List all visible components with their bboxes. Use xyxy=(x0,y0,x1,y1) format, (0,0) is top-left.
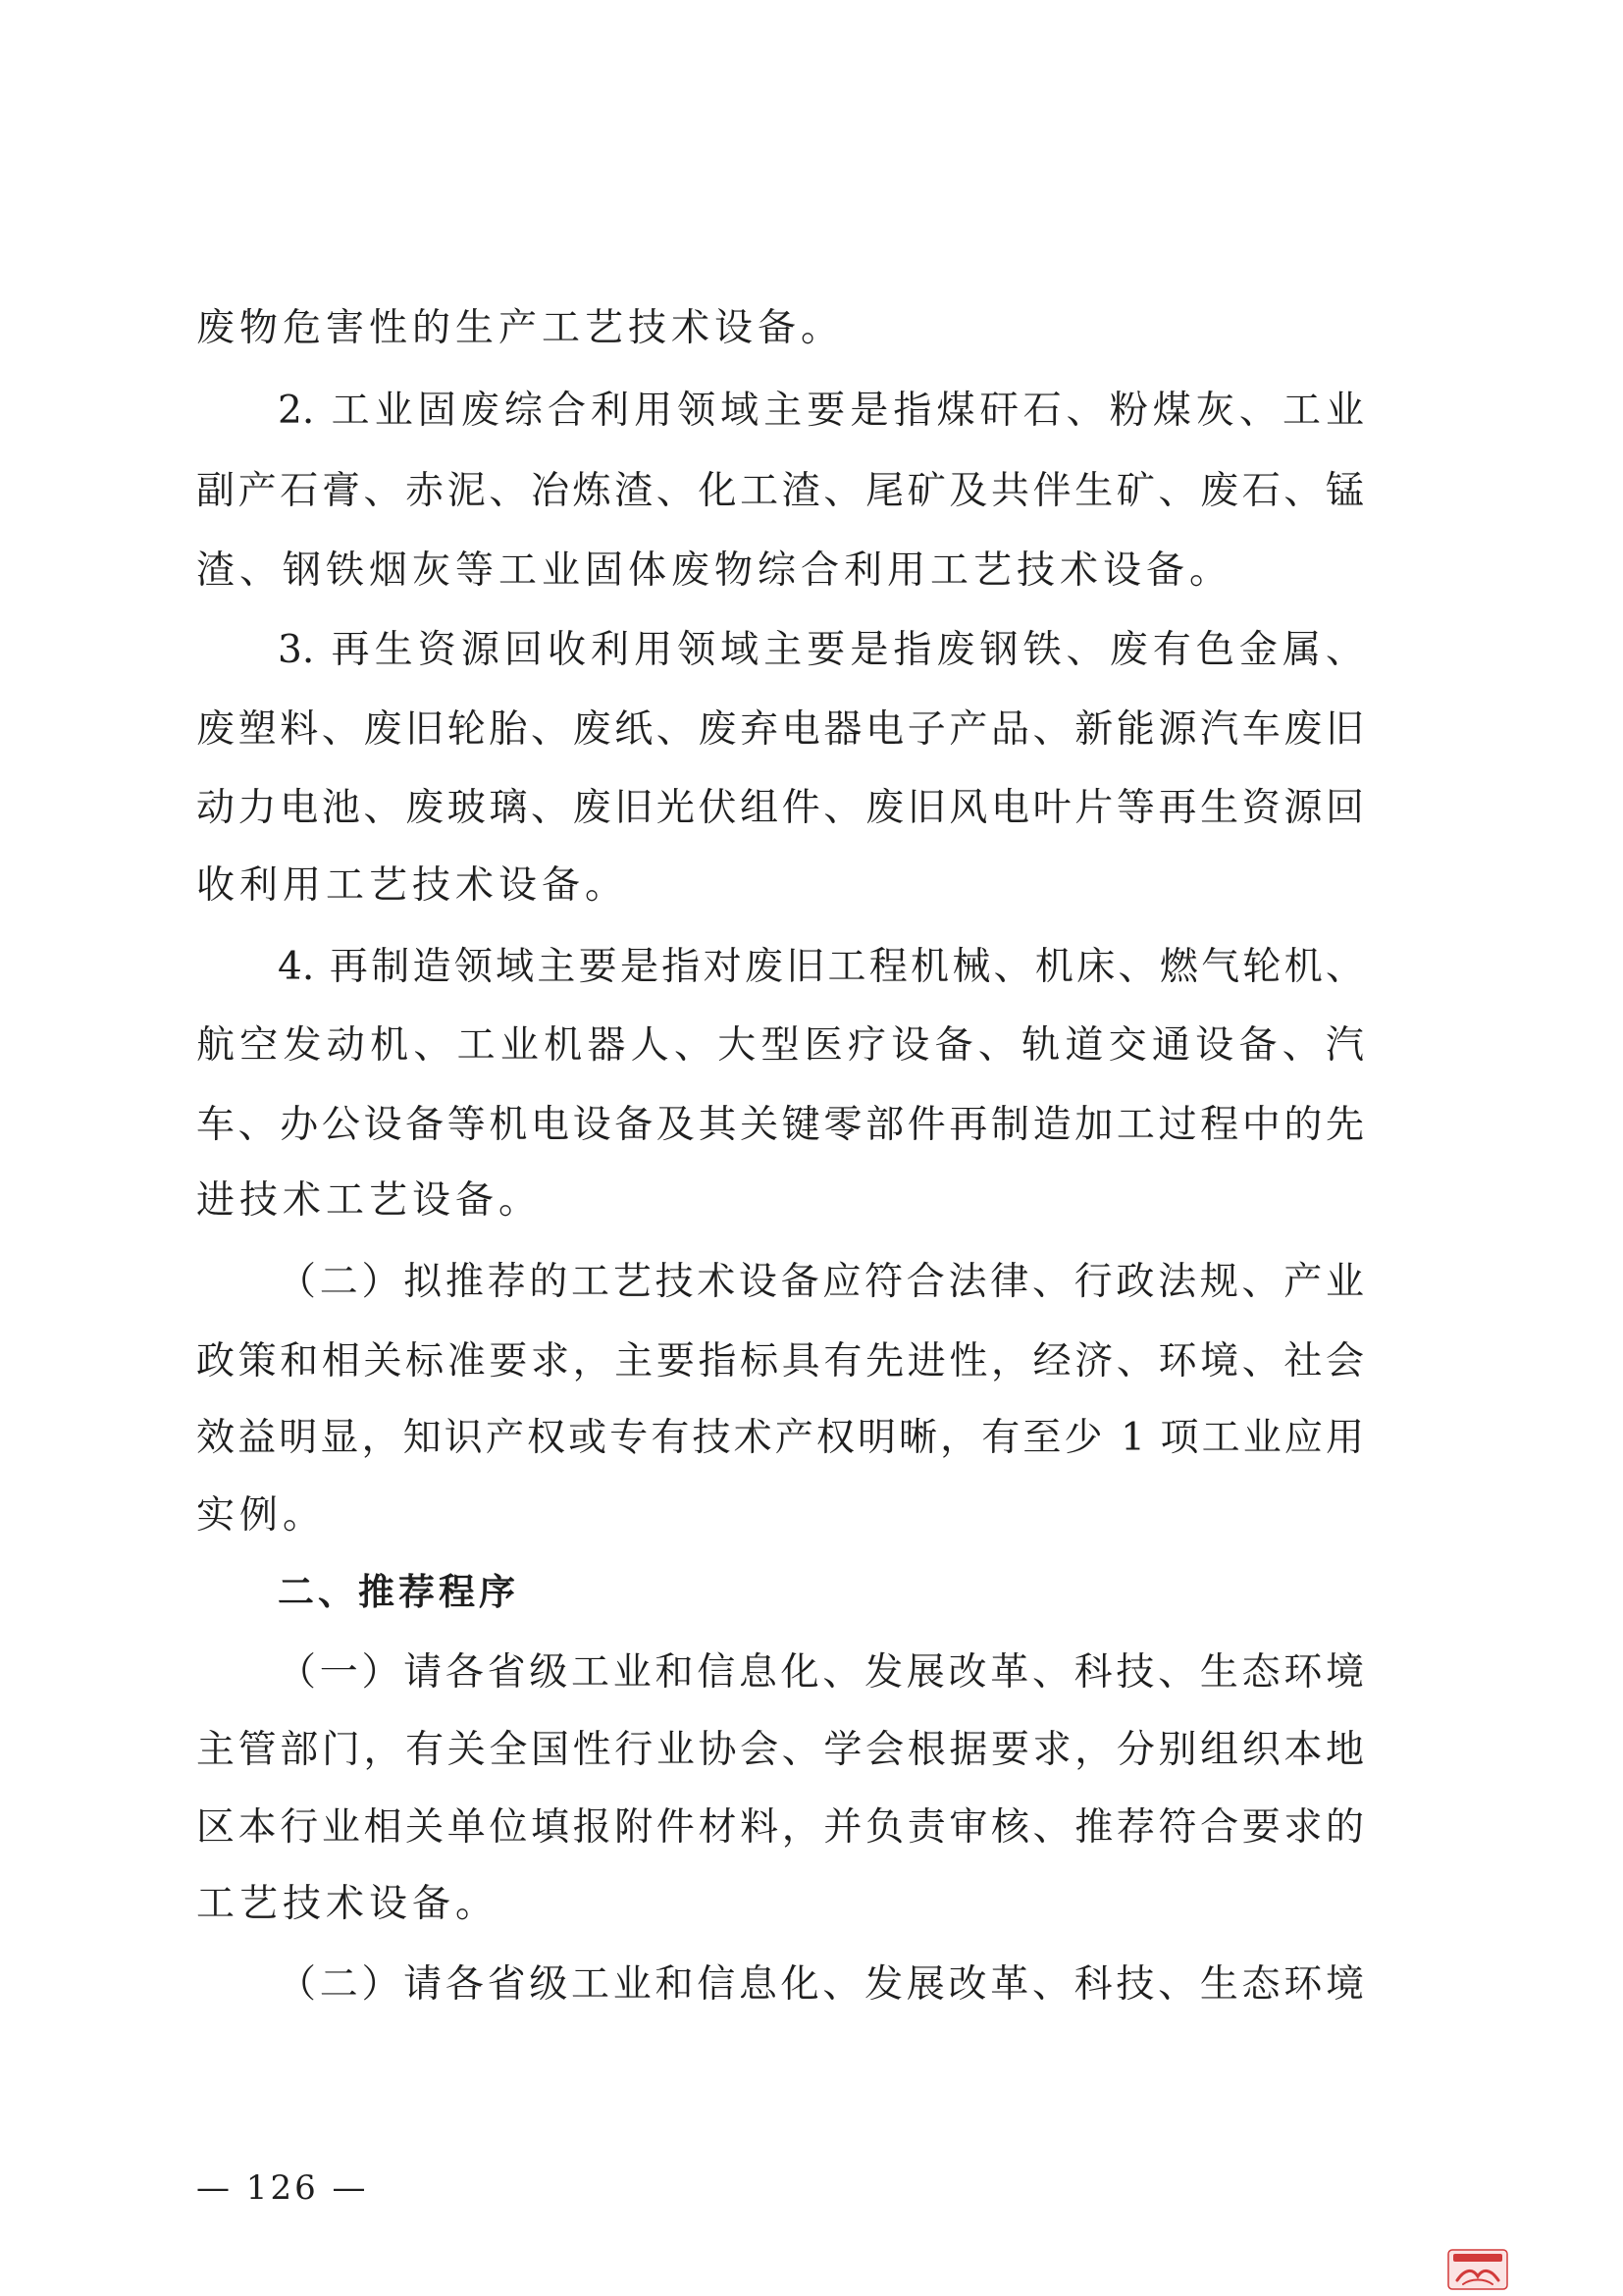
text-line: （二）拟推荐的工艺技术设备应符合法律、行政法规、产业 xyxy=(278,1260,1364,1304)
text-line: 收利用工艺技术设备。 xyxy=(196,863,629,908)
page-number: — 126 — xyxy=(196,2168,369,2208)
text-line: 2. 工业固废综合利用领域主要是指煤矸石、粉煤灰、工业 xyxy=(278,389,1364,433)
text-line: 区本行业相关单位填报附件材料，并负责审核、推荐符合要求的 xyxy=(196,1805,1364,1850)
text-line: （二）请各省级工业和信息化、发展改革、科技、生态环境 xyxy=(278,1962,1364,2007)
text-line: 4. 再制造领域主要是指对废旧工程机械、机床、燃气轮机、 xyxy=(278,945,1364,989)
text-line: （一）请各省级工业和信息化、发展改革、科技、生态环境 xyxy=(278,1650,1364,1695)
text-line: 废塑料、废旧轮胎、废纸、废弃电器电子产品、新能源汽车废旧 xyxy=(196,707,1364,752)
stamp-logo-icon xyxy=(1447,2249,1508,2290)
text-line: 渣、钢铁烟灰等工业固体废物综合利用工艺技术设备。 xyxy=(196,548,1233,593)
section-heading: 二、推荐程序 xyxy=(278,1571,519,1613)
text-line: 副产石膏、赤泥、冶炼渣、化工渣、尾矿及共伴生矿、废石、锰 xyxy=(196,469,1364,513)
text-line: 工艺技术设备。 xyxy=(196,1882,499,1926)
text-line: 航空发动机、工业机器人、大型医疗设备、轨道交通设备、汽 xyxy=(196,1023,1364,1068)
text-line: 进技术工艺设备。 xyxy=(196,1178,543,1223)
text-line: 实例。 xyxy=(196,1493,327,1538)
text-line: 车、办公设备等机电设备及其关键零部件再制造加工过程中的先 xyxy=(196,1103,1364,1147)
text-line: 废物危害性的生产工艺技术设备。 xyxy=(196,306,845,350)
text-line: 3. 再生资源回收利用领域主要是指废钢铁、废有色金属、 xyxy=(278,628,1364,672)
text-line: 效益明显，知识产权或专有技术产权明晰，有至少 1 项工业应用 xyxy=(196,1416,1364,1460)
text-line: 动力电池、废玻璃、废旧光伏组件、废旧风电叶片等再生资源回 xyxy=(196,786,1364,830)
text-line: 主管部门，有关全国性行业协会、学会根据要求，分别组织本地 xyxy=(196,1728,1364,1772)
text-line: 政策和相关标准要求，主要指标具有先进性，经济、环境、社会 xyxy=(196,1339,1364,1383)
